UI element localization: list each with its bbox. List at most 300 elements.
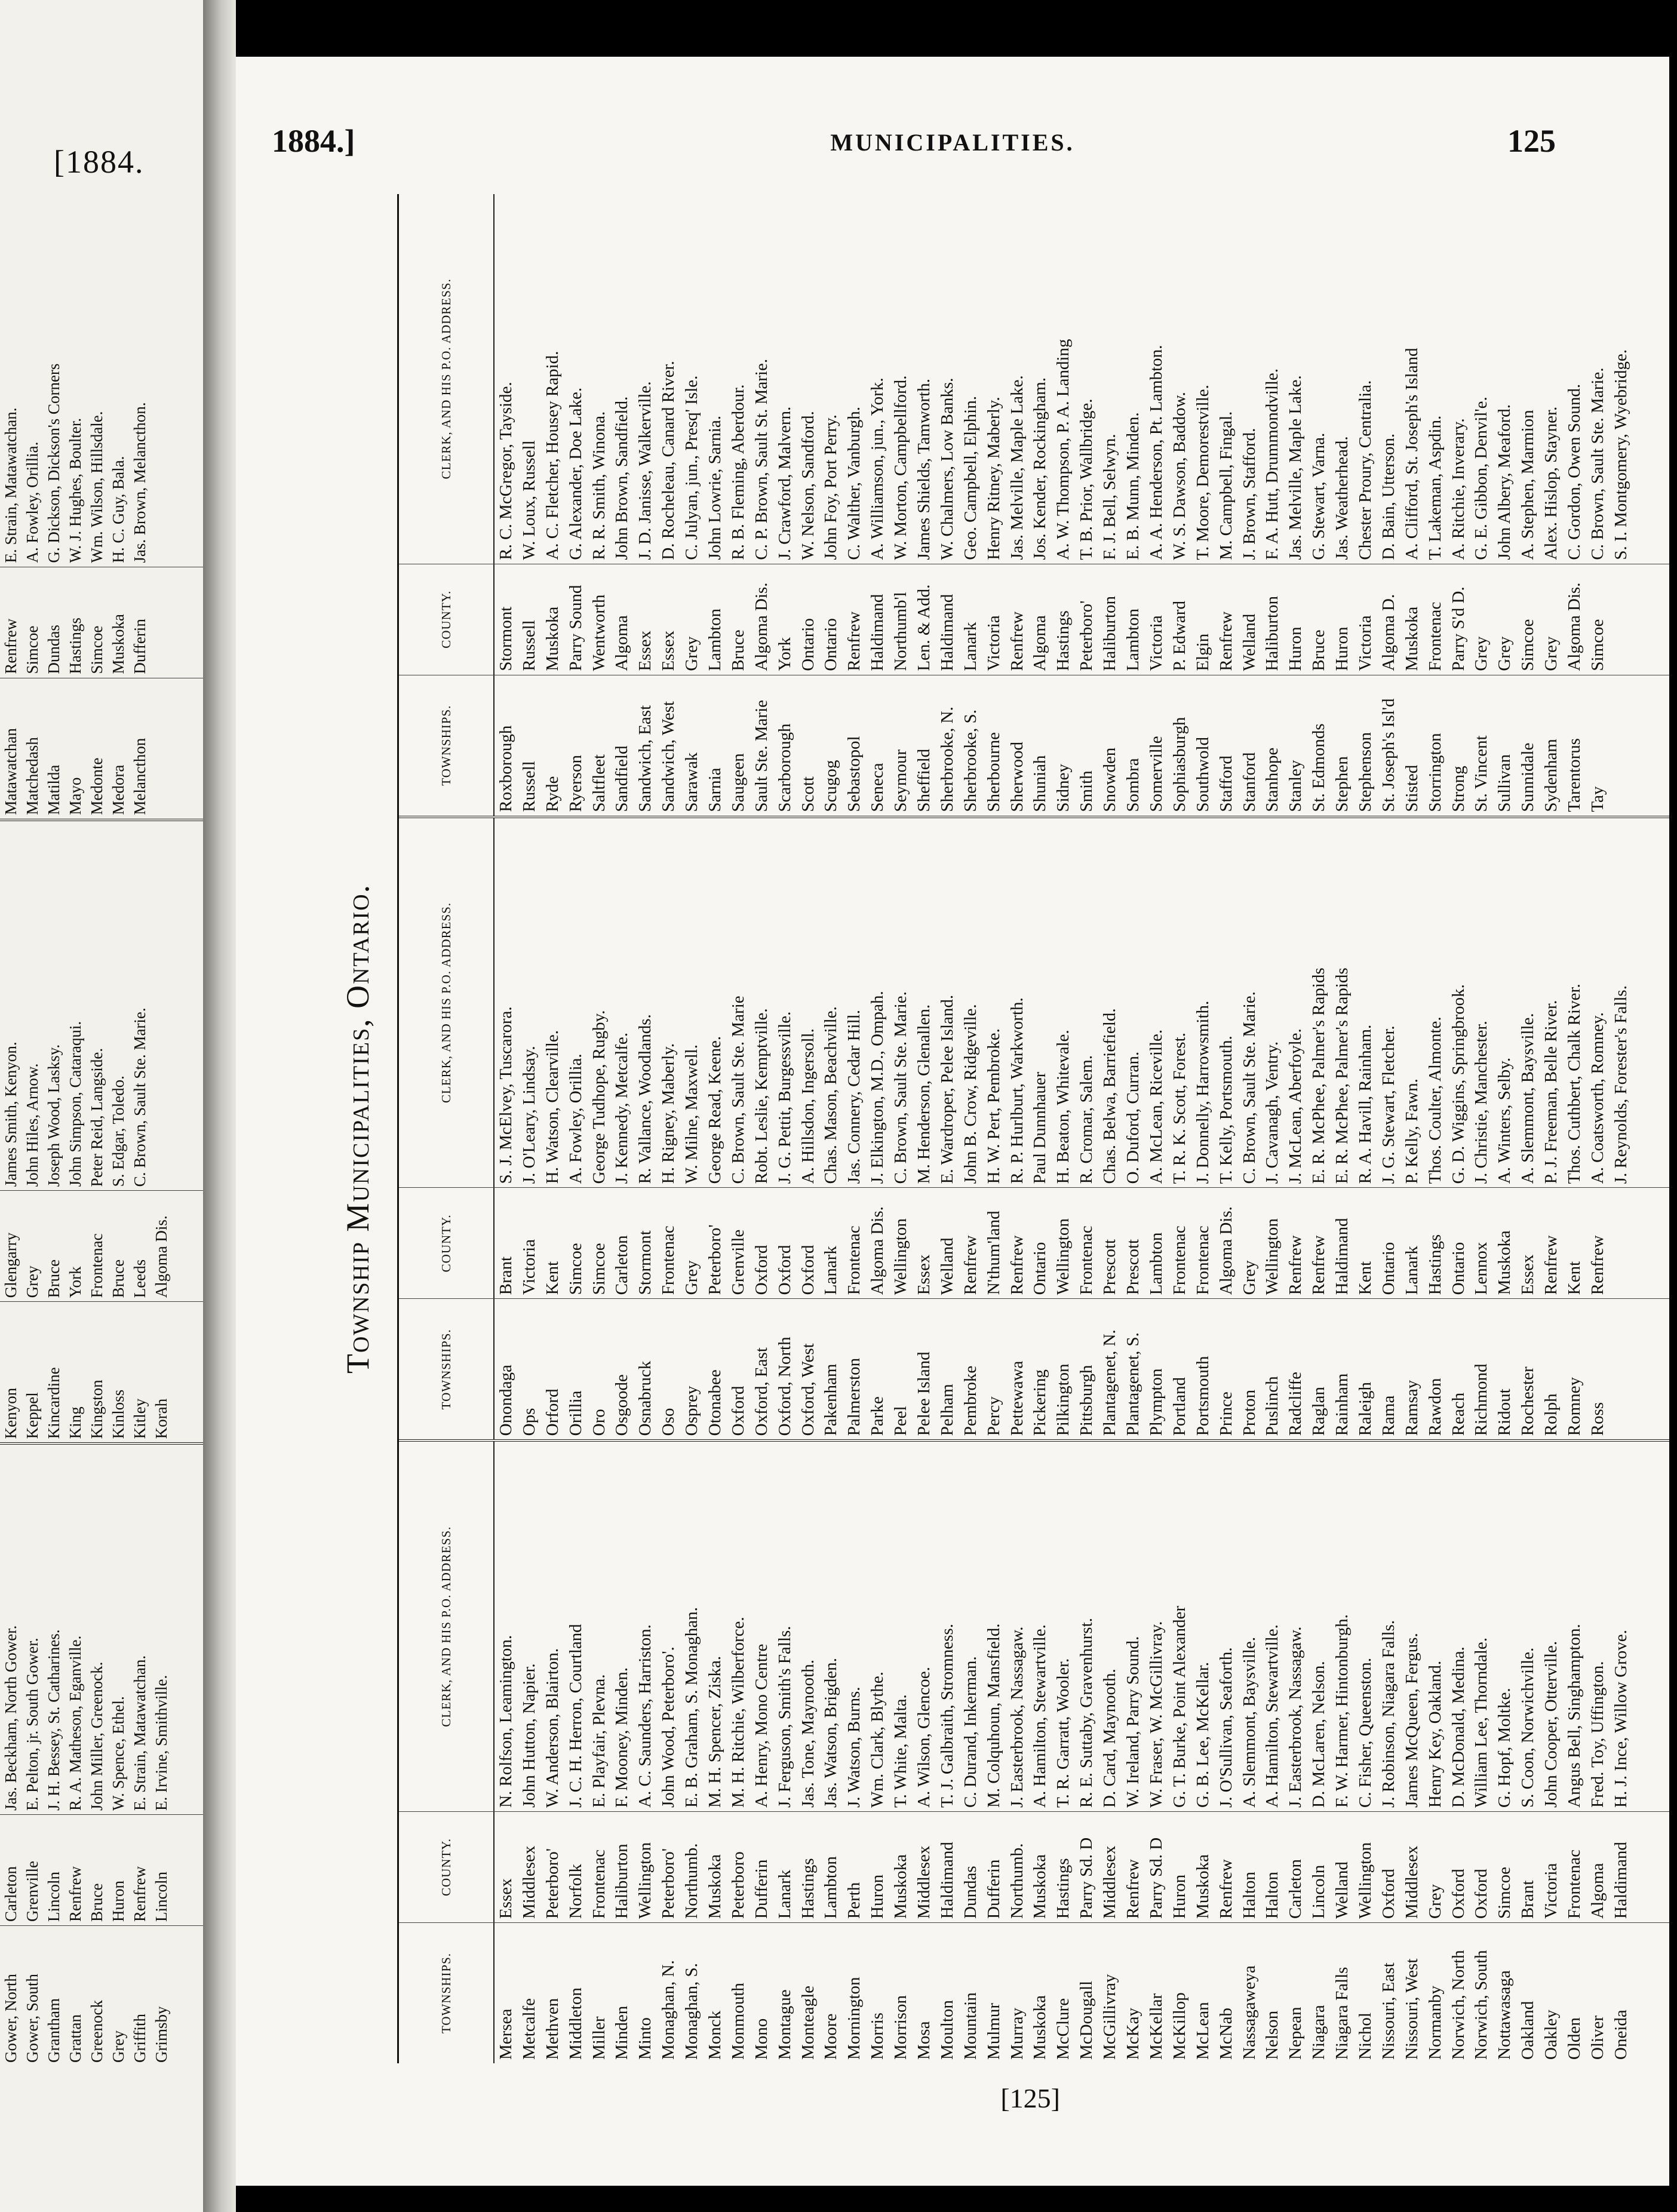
fragment-cell: Melancthon — [131, 738, 149, 815]
township-cell: Sullivan — [1495, 754, 1515, 812]
county-cell: Bruce — [728, 629, 748, 671]
clerk-cell: John Wood, Peterboro'. — [659, 1646, 678, 1808]
township-cell: Stephenson — [1355, 732, 1375, 812]
clerk-cell: Henry Key, Oakland. — [1425, 1660, 1445, 1808]
fragment-cell: W. Spence, Ethel. — [109, 1696, 127, 1811]
county-cell: Algoma Dis. — [1216, 1206, 1236, 1295]
clerk-cell: E. B. Graham, S. Monaghan. — [682, 1607, 702, 1808]
fragment-cell: Bruce — [88, 1883, 106, 1922]
clerk-cell: G. T. Burke, Point Alexander — [1169, 1605, 1189, 1808]
county-cell: Northumb. — [682, 1843, 702, 1919]
county-cell: Welland — [1332, 1861, 1352, 1919]
clerk-cell: Chas. Belwa, Barriefield. — [1100, 1008, 1120, 1184]
township-cell: Stanhope — [1263, 747, 1282, 812]
clerk-cell: O. Duford, Curran. — [1123, 1051, 1143, 1184]
county-cell: Frontenac — [844, 1225, 864, 1295]
fragment-cell: Keppel — [23, 1392, 41, 1439]
fragment-cell: Mayo — [66, 777, 84, 815]
fragment-column — [0, 1190, 203, 1301]
township-cell: Oxford, North — [775, 1337, 794, 1436]
fragment-cell: Kinloss — [109, 1389, 127, 1439]
township-cell: Oakley — [1541, 2010, 1561, 2060]
township-cell: Sebastopol — [844, 736, 864, 812]
clerk-cell: J. C. H. Herron, Courtland — [566, 1624, 585, 1808]
clerk-cell: D. McDonald, Medina. — [1448, 1646, 1468, 1808]
table-block-1 — [399, 1439, 1669, 2063]
clerk-cell: J. Kennedy, Metcalfe. — [612, 1032, 632, 1184]
county-cell: Peterboro' — [705, 1224, 725, 1295]
county-cell: Haldimand — [1332, 1218, 1352, 1295]
township-cell: Sarnia — [705, 767, 725, 812]
township-cell: Mono — [751, 2018, 771, 2060]
township-cell: Mountain — [960, 1992, 980, 2060]
fragment-cell: York — [66, 1266, 84, 1298]
clerk-cell: J. Elkington, M.D., Ompah. — [868, 991, 887, 1184]
clerk-cell: W. Chalmers, Low Banks. — [937, 377, 957, 560]
clerk-cell: J. Easterbrook, Nassagaw. — [1007, 1626, 1027, 1808]
clerk-cell: J. Donnelly, Harrowsmith. — [1193, 1000, 1212, 1184]
fragment-cell: Matilda — [45, 764, 63, 815]
clerk-cell: R. B. Fleming, Aberdour. — [728, 384, 748, 560]
clerk-cell: C. Brown, Sault Ste. Marie. — [891, 991, 911, 1184]
county-cell: Essex — [635, 630, 655, 671]
county-cell: Wellington — [1355, 1842, 1375, 1919]
township-cell: Sarawak — [682, 752, 702, 812]
clerk-cell: D. McLaren, Nelson. — [1309, 1661, 1329, 1808]
township-cell: Seymour — [891, 749, 911, 812]
township-cell: Metcalfe — [519, 1998, 539, 2060]
fragment-cell: Renfrew — [131, 1866, 149, 1922]
county-cell: Kent — [542, 1261, 562, 1295]
clerk-cell: P. Kelly, Fawn. — [1402, 1079, 1421, 1184]
township-cell: Pilkington — [1054, 1363, 1073, 1436]
clerk-cell: D. Bain, Utterson. — [1378, 433, 1398, 560]
clerk-cell: C. Walther, Vanburgh. — [844, 406, 864, 560]
clerk-column-header: CLERK, AND HIS P.O. ADDRESS. — [399, 818, 494, 1188]
county-cell: Simcoe — [1495, 1867, 1515, 1919]
previous-page-year: [1884. — [54, 144, 145, 180]
county-cell: Victoria — [984, 615, 1003, 671]
clerk-cell: Jos. Kender, Rockingham. — [1030, 377, 1050, 560]
fragment-cell: Medora — [109, 764, 127, 815]
fragment-cell: Peter Reid, Langside. — [88, 1047, 106, 1187]
county-cell: Renfrew — [844, 611, 864, 671]
county-cell: Halton — [1239, 1872, 1259, 1919]
county-cell: Huron — [1286, 626, 1306, 671]
previous-page-table — [0, 215, 203, 2066]
county-cell: Algoma Dis. — [868, 1206, 887, 1295]
clerk-cell: H. J. Ince, Willow Grove. — [1611, 1630, 1630, 1808]
clerk-cell: A. Slemmont, Baysville. — [1239, 1637, 1259, 1808]
township-cell: Norwich, South — [1472, 1950, 1491, 2060]
township-cell: McNab — [1216, 2008, 1236, 2060]
clerk-cell: A. Ritchie, Inverary. — [1448, 418, 1468, 560]
county-cell: Peterboro' — [659, 1848, 678, 1919]
fragment-cell: E. Irvine, Smithville. — [152, 1675, 170, 1811]
township-cell: St. Joseph's Isl'd — [1378, 698, 1398, 812]
township-cell: Saltfleet — [589, 754, 609, 812]
township-cell: Otonabee — [705, 1369, 725, 1436]
township-cell: Nichol — [1355, 2013, 1375, 2060]
county-cell: Lennox — [1472, 1242, 1491, 1295]
fragment-cell: Matawatchan — [2, 728, 20, 815]
township-cell: Sandfield — [612, 745, 632, 812]
clerk-cell: John Lowrie, Sarnia. — [705, 416, 725, 560]
clerk-cell: E. B. Munn, Minden. — [1123, 412, 1143, 560]
county-cell: Dufferin — [751, 1859, 771, 1919]
clerk-cell: S. J. McElvey, Tuscarora. — [496, 1006, 515, 1184]
county-cell: Simcoe — [589, 1243, 609, 1295]
clerk-cell: J. Christie, Manchester. — [1472, 1021, 1491, 1184]
county-cell: Oxford — [1472, 1869, 1491, 1919]
township-cell: Pettewawa — [1007, 1360, 1027, 1436]
fragment-cell: Simcoe — [88, 625, 106, 674]
clerk-cell: C. Brown, Sault Ste. Marie. — [1239, 991, 1259, 1184]
township-column — [399, 1922, 1669, 2063]
clerk-cell: R. A. Havill, Rainham. — [1355, 1024, 1375, 1184]
county-cell: Wellington — [635, 1842, 655, 1919]
county-cell: Parry Sd. D — [1146, 1837, 1166, 1919]
clerk-cell: W. Anderson, Blairton. — [542, 1648, 562, 1808]
township-cell: Plympton — [1146, 1368, 1166, 1436]
clerk-cell: H. W. Pert, Pembroke. — [984, 1028, 1003, 1184]
county-cell: Renfrew — [1123, 1859, 1143, 1919]
township-cell: Mornington — [844, 1977, 864, 2060]
fragment-cell: Lincoln — [45, 1872, 63, 1922]
fragment-cell: Grey — [23, 1265, 41, 1298]
county-cell: Lambton — [1146, 1232, 1166, 1295]
township-cell: Puslinch — [1263, 1376, 1282, 1436]
fragment-cell: Grey — [109, 2030, 127, 2063]
fragment-cell — [150, 567, 172, 678]
clerk-cell: G. Alexander, Doe Lake. — [566, 387, 585, 560]
clerk-cell: R. P. Hurlburt, Warkworth. — [1007, 997, 1027, 1184]
clerk-cell: F. A. Hutt, Drummondville. — [1263, 368, 1282, 560]
township-cell: Norwich, North — [1448, 1950, 1468, 2060]
county-cell: Essex — [1518, 1254, 1538, 1295]
fragment-cell: Carleton — [2, 1866, 20, 1922]
clerk-cell: C. Durand, Inkerman. — [960, 1656, 980, 1808]
county-cell: Lambton — [1123, 608, 1143, 671]
township-cell: Ryde — [542, 776, 562, 812]
township-cell: Richmond — [1472, 1363, 1491, 1436]
fragment-cell: Frontenac — [88, 1233, 106, 1298]
fragment-cell: James Smith, Kenyon. — [2, 1042, 20, 1187]
township-cell: Plantagenet, S. — [1123, 1332, 1143, 1436]
county-cell: Huron — [1169, 1874, 1189, 1919]
county-cell: Haldimand — [1611, 1842, 1630, 1919]
township-cell: Minden — [612, 2005, 632, 2060]
clerk-cell: A. McLean, Riceville. — [1146, 1029, 1166, 1184]
fragment-column — [0, 821, 203, 1191]
township-cell: Parke — [868, 1396, 887, 1436]
county-cell: Lanark — [960, 622, 980, 671]
county-cell: Hastings — [1054, 610, 1073, 671]
table-block-2 — [399, 816, 1669, 1440]
clerk-cell: John Hutton, Napier. — [519, 1663, 539, 1808]
township-cell: Portsmouth — [1193, 1356, 1212, 1436]
township-cell: Morris — [868, 2013, 887, 2060]
fragment-cell: Medonte — [88, 757, 106, 815]
clerk-cell: Chas. Mason, Beachville. — [821, 1006, 841, 1184]
county-cell: Grey — [1239, 1260, 1259, 1295]
county-cell: P. Edward — [1169, 601, 1189, 671]
table-region — [328, 194, 1669, 2063]
clerk-cell: G. D. Wiggins, Springbrook. — [1448, 984, 1468, 1184]
county-cell: Frontenac — [1564, 1850, 1584, 1919]
clerk-column — [399, 194, 1669, 564]
township-cell: Osgoode — [612, 1374, 632, 1436]
clerk-cell: M. Henderson, Glenallen. — [914, 1004, 934, 1184]
clerk-cell: A. Slemmont, Baysville. — [1518, 1013, 1538, 1184]
township-cell: Sherbrooke, S. — [960, 709, 980, 812]
header-page-number: 125 — [1507, 123, 1556, 159]
county-cell: Grey — [1495, 636, 1515, 671]
county-cell: Russell — [519, 620, 539, 671]
clerk-cell: Thos. Cuthbert, Chalk River. — [1564, 984, 1584, 1184]
clerk-cell: G. E. Gibbon, Denvil'e. — [1472, 397, 1491, 560]
township-cell: Stafford — [1216, 755, 1236, 812]
fragment-cell: Renfrew — [2, 618, 20, 674]
fragment-cell: King — [66, 1406, 84, 1439]
fragment-cell: Grattan — [66, 2014, 84, 2063]
township-cell: Monmouth — [728, 1983, 748, 2060]
county-cell: Elgin — [1193, 633, 1212, 671]
county-cell: Huron — [868, 1874, 887, 1919]
township-cell: Mulmur — [984, 2002, 1003, 2060]
county-cell: Peterboro' — [1077, 600, 1096, 671]
township-cell: St. Edmonds — [1309, 723, 1329, 812]
county-cell: Simcoe — [1518, 619, 1538, 671]
township-cell: Mosa — [914, 2021, 934, 2060]
clerk-cell: E. Wardroper, Pelee Island. — [937, 994, 957, 1184]
clerk-cell: M. H. Ritchie, Wilberforce. — [728, 1617, 748, 1808]
clerk-cell: A. Clifford, St. Joseph's Island — [1402, 348, 1421, 560]
county-cell: Victoria — [1355, 615, 1375, 671]
county-cell: Renfrew — [1309, 1235, 1329, 1295]
clerk-cell: S. Coon, Norwichville. — [1518, 1647, 1538, 1808]
county-cell: Kent — [1564, 1261, 1584, 1295]
county-cell: Middlesex — [914, 1845, 934, 1919]
county-cell: Muskoka — [1030, 1854, 1050, 1919]
county-column — [399, 1811, 1669, 1922]
fragment-cell: Lincoln — [152, 1872, 170, 1922]
township-cell: Middleton — [566, 1987, 585, 2060]
clerk-cell: A. Winters, Selby. — [1495, 1057, 1515, 1184]
clerk-cell: Angus Bell, Singhampton. — [1564, 1624, 1584, 1808]
county-cell: Oxford — [798, 1245, 818, 1295]
header-year: 1884.] — [272, 123, 355, 159]
fragment-cell: G. Dickson, Dickson's Corners — [45, 363, 63, 563]
fragment-cell: Hastings — [66, 617, 84, 674]
clerk-cell: C. P. Brown, Sault St. Marie. — [751, 358, 771, 560]
clerk-cell: Geo. Campbell, Elphin. — [960, 396, 980, 560]
township-cell: Nelson — [1263, 2010, 1282, 2060]
clerk-cell: J. Brown, Stafford. — [1239, 428, 1259, 560]
township-cell: Proton — [1239, 1389, 1259, 1436]
clerk-cell: Paul Dunnhauer — [1030, 1071, 1050, 1184]
township-cell: Stephen — [1332, 756, 1352, 812]
township-cell: Sherwood — [1007, 742, 1027, 812]
county-cell: Muskoka — [1402, 606, 1421, 671]
fragment-cell: R. A. Matheson, Eganville. — [66, 1635, 84, 1811]
county-cell: Frontenac — [1077, 1225, 1096, 1295]
township-cell: Olden — [1564, 2017, 1584, 2060]
clerk-cell: T. B. Prior, Wallbridge. — [1077, 398, 1096, 560]
county-cell: Len. & Add. — [914, 584, 934, 671]
fragment-block-3 — [0, 215, 203, 819]
fragment-cell — [150, 215, 172, 567]
fragment-cell: Gower, South — [23, 1974, 41, 2063]
county-cell: Oxford — [751, 1245, 771, 1295]
clerk-cell: N. Rolfson, Leamington. — [496, 1635, 515, 1808]
county-cell: Ontario — [1030, 1242, 1050, 1295]
county-cell: Lambton — [705, 608, 725, 671]
clerk-cell: James McQueen, Fergus. — [1402, 1633, 1421, 1808]
county-cell: Grey — [1425, 1884, 1445, 1919]
county-cell: Lambton — [821, 1856, 841, 1919]
township-cell: Muskoka — [1030, 1995, 1050, 2060]
clerk-cell: C. Brown, Sault Ste. Marie. — [1587, 367, 1607, 560]
county-cell: Frontenac — [1193, 1225, 1212, 1295]
clerk-cell: Henry Ritney, Maberly. — [984, 397, 1003, 560]
county-cell: Ontario — [1378, 1242, 1398, 1295]
township-cell: Montague — [775, 1989, 794, 2060]
township-cell: Palmerston — [844, 1357, 864, 1436]
township-cell: Minto — [635, 2017, 655, 2060]
county-cell: Wellington — [1054, 1218, 1073, 1295]
township-cell: Raglan — [1309, 1387, 1329, 1436]
clerk-cell: J. Reynolds, Forester's Falls. — [1611, 985, 1630, 1184]
clerk-cell: John Cooper, Otterville. — [1541, 1640, 1561, 1808]
fragment-cell — [150, 678, 172, 819]
fragment-cell: Wm. Wilson, Hillsdale. — [88, 411, 106, 563]
township-cell: Scarborough — [775, 723, 794, 812]
table-block-3 — [399, 194, 1669, 816]
county-cell: Muskoka — [891, 1854, 911, 1919]
county-cell: Muskoka — [1495, 1230, 1515, 1295]
clerk-cell: H. Rigney, Maberly. — [659, 1043, 678, 1184]
fragment-cell: Gower, North — [2, 1974, 20, 2063]
county-cell: Renfrew — [1216, 611, 1236, 671]
county-cell: Haldimand — [937, 594, 957, 671]
township-cell: Romney — [1564, 1377, 1584, 1436]
township-cell: McKellar — [1146, 1993, 1166, 2060]
township-cell: McKay — [1123, 2008, 1143, 2060]
township-cell: Smith — [1077, 770, 1096, 812]
township-cell: Stisted — [1402, 764, 1421, 812]
clerk-cell: Jas. Watson, Brigden. — [821, 1658, 841, 1808]
township-cell: Orford — [542, 1388, 562, 1436]
clerk-cell: J. Robinson, Niagara Falls. — [1378, 1620, 1398, 1808]
county-cell: Middlesex — [1100, 1845, 1120, 1919]
township-cell: Oxford — [728, 1385, 748, 1436]
fragment-cell: W. J. Hughes, Boulter. — [66, 417, 84, 563]
township-cell: Ridout — [1495, 1388, 1515, 1436]
clerk-cell: G. Stewart, Varna. — [1309, 432, 1329, 560]
township-cell: Scugog — [821, 760, 841, 812]
county-cell: Prescott — [1100, 1239, 1120, 1295]
county-cell: Muskoka — [705, 1854, 725, 1919]
county-cell: Muskoka — [1193, 1854, 1212, 1919]
clerk-cell: A. Hamilton, Stewartville. — [1263, 1624, 1282, 1808]
township-table — [397, 194, 1669, 2063]
county-cell: Frontenac — [1425, 601, 1445, 671]
clerk-cell: A. Fowley, Orillia. — [566, 1053, 585, 1184]
clerk-cell: J. O'Sullivan, Seaforth. — [1216, 1647, 1236, 1808]
county-cell: Brant — [496, 1256, 515, 1295]
clerk-cell: Fred. Toy, Uffington. — [1587, 1661, 1607, 1808]
clerk-cell: F. Mooney, Minden. — [612, 1667, 632, 1808]
township-cell: Shuniah — [1030, 755, 1050, 812]
county-cell: Northumb. — [1007, 1843, 1027, 1919]
county-cell: Welland — [1239, 613, 1259, 671]
table-title: Township Municipalities, Ontario. — [340, 883, 376, 1374]
county-cell: Middlesex — [519, 1845, 539, 1919]
fragment-cell: J. H. Bessey, St. Catharines. — [45, 1629, 63, 1811]
township-cell: Plantagenet, N. — [1100, 1329, 1120, 1436]
township-cell: Oso — [659, 1408, 678, 1436]
fragment-cell: Bruce — [109, 1259, 127, 1298]
township-cell: Sophiasburgh — [1169, 717, 1189, 812]
clerk-cell: T. R. Garratt, Wooler. — [1054, 1658, 1073, 1808]
clerk-cell: T. White, Malta. — [891, 1694, 911, 1808]
county-cell: Algoma D. — [1378, 594, 1398, 671]
county-cell: Grey — [682, 636, 702, 671]
township-cell: Moore — [821, 2013, 841, 2060]
clerk-cell: Robt. Leslie, Kemptville. — [751, 1008, 771, 1184]
fragment-cell: Dundas — [45, 625, 63, 674]
county-cell: Haliburton — [612, 1844, 632, 1919]
fragment-cell: Bruce — [45, 1259, 63, 1298]
clerk-cell: F. W. Harmer, Hintonburgh. — [1332, 1614, 1352, 1808]
county-cell: Algoma — [612, 615, 632, 671]
county-cell: Peterboro — [728, 1851, 748, 1919]
township-cell: Moulton — [937, 2000, 957, 2060]
county-cell: Lanark — [1402, 1246, 1421, 1295]
clerk-cell: T. Moore, Demorestville. — [1193, 385, 1212, 560]
clerk-cell: R. Vallance, Woodlands. — [635, 1014, 655, 1184]
township-cell: Niagara — [1309, 2005, 1329, 2060]
county-cell: Victoria — [519, 1239, 539, 1295]
county-cell: Renfrew — [1541, 1235, 1561, 1295]
township-cell: Seneca — [868, 763, 887, 812]
clerk-cell: R. Cromar, Salem. — [1077, 1055, 1096, 1184]
fragment-cell: Grenville — [23, 1861, 41, 1922]
fragment-cell: Grantham — [45, 1998, 63, 2063]
township-cell: Sheffield — [914, 748, 934, 812]
county-cell: Grey — [1541, 636, 1561, 671]
township-cell: Russell — [519, 761, 539, 812]
township-cell: McLean — [1193, 2002, 1212, 2060]
county-cell: Essex — [914, 1254, 934, 1295]
clerk-cell: C. Julyan, jun., Presq' Isle. — [682, 375, 702, 560]
township-cell: Miller — [589, 2016, 609, 2060]
township-cell: Nepean — [1286, 2007, 1306, 2060]
fragment-cell: Huron — [109, 1881, 127, 1922]
clerk-cell: A. Stephen, Marmion — [1518, 410, 1538, 560]
township-cell: Monck — [705, 2010, 725, 2060]
township-cell: Nissouri, East — [1378, 1962, 1398, 2060]
township-cell: Percy — [984, 1396, 1003, 1436]
clerk-column-header: CLERK, AND HIS P.O. ADDRESS. — [399, 1442, 494, 1811]
clerk-cell: George Tudhope, Rugby. — [589, 1010, 609, 1184]
clerk-cell: J. Crawford, Malvern. — [775, 406, 794, 560]
fragment-column — [0, 678, 203, 819]
clerk-cell: P. J. Freeman, Belle River. — [1541, 1000, 1561, 1184]
county-cell: Lincoln — [1309, 1864, 1329, 1919]
clerk-cell: E. R. McPhee, Palmer's Rapids — [1332, 967, 1352, 1184]
